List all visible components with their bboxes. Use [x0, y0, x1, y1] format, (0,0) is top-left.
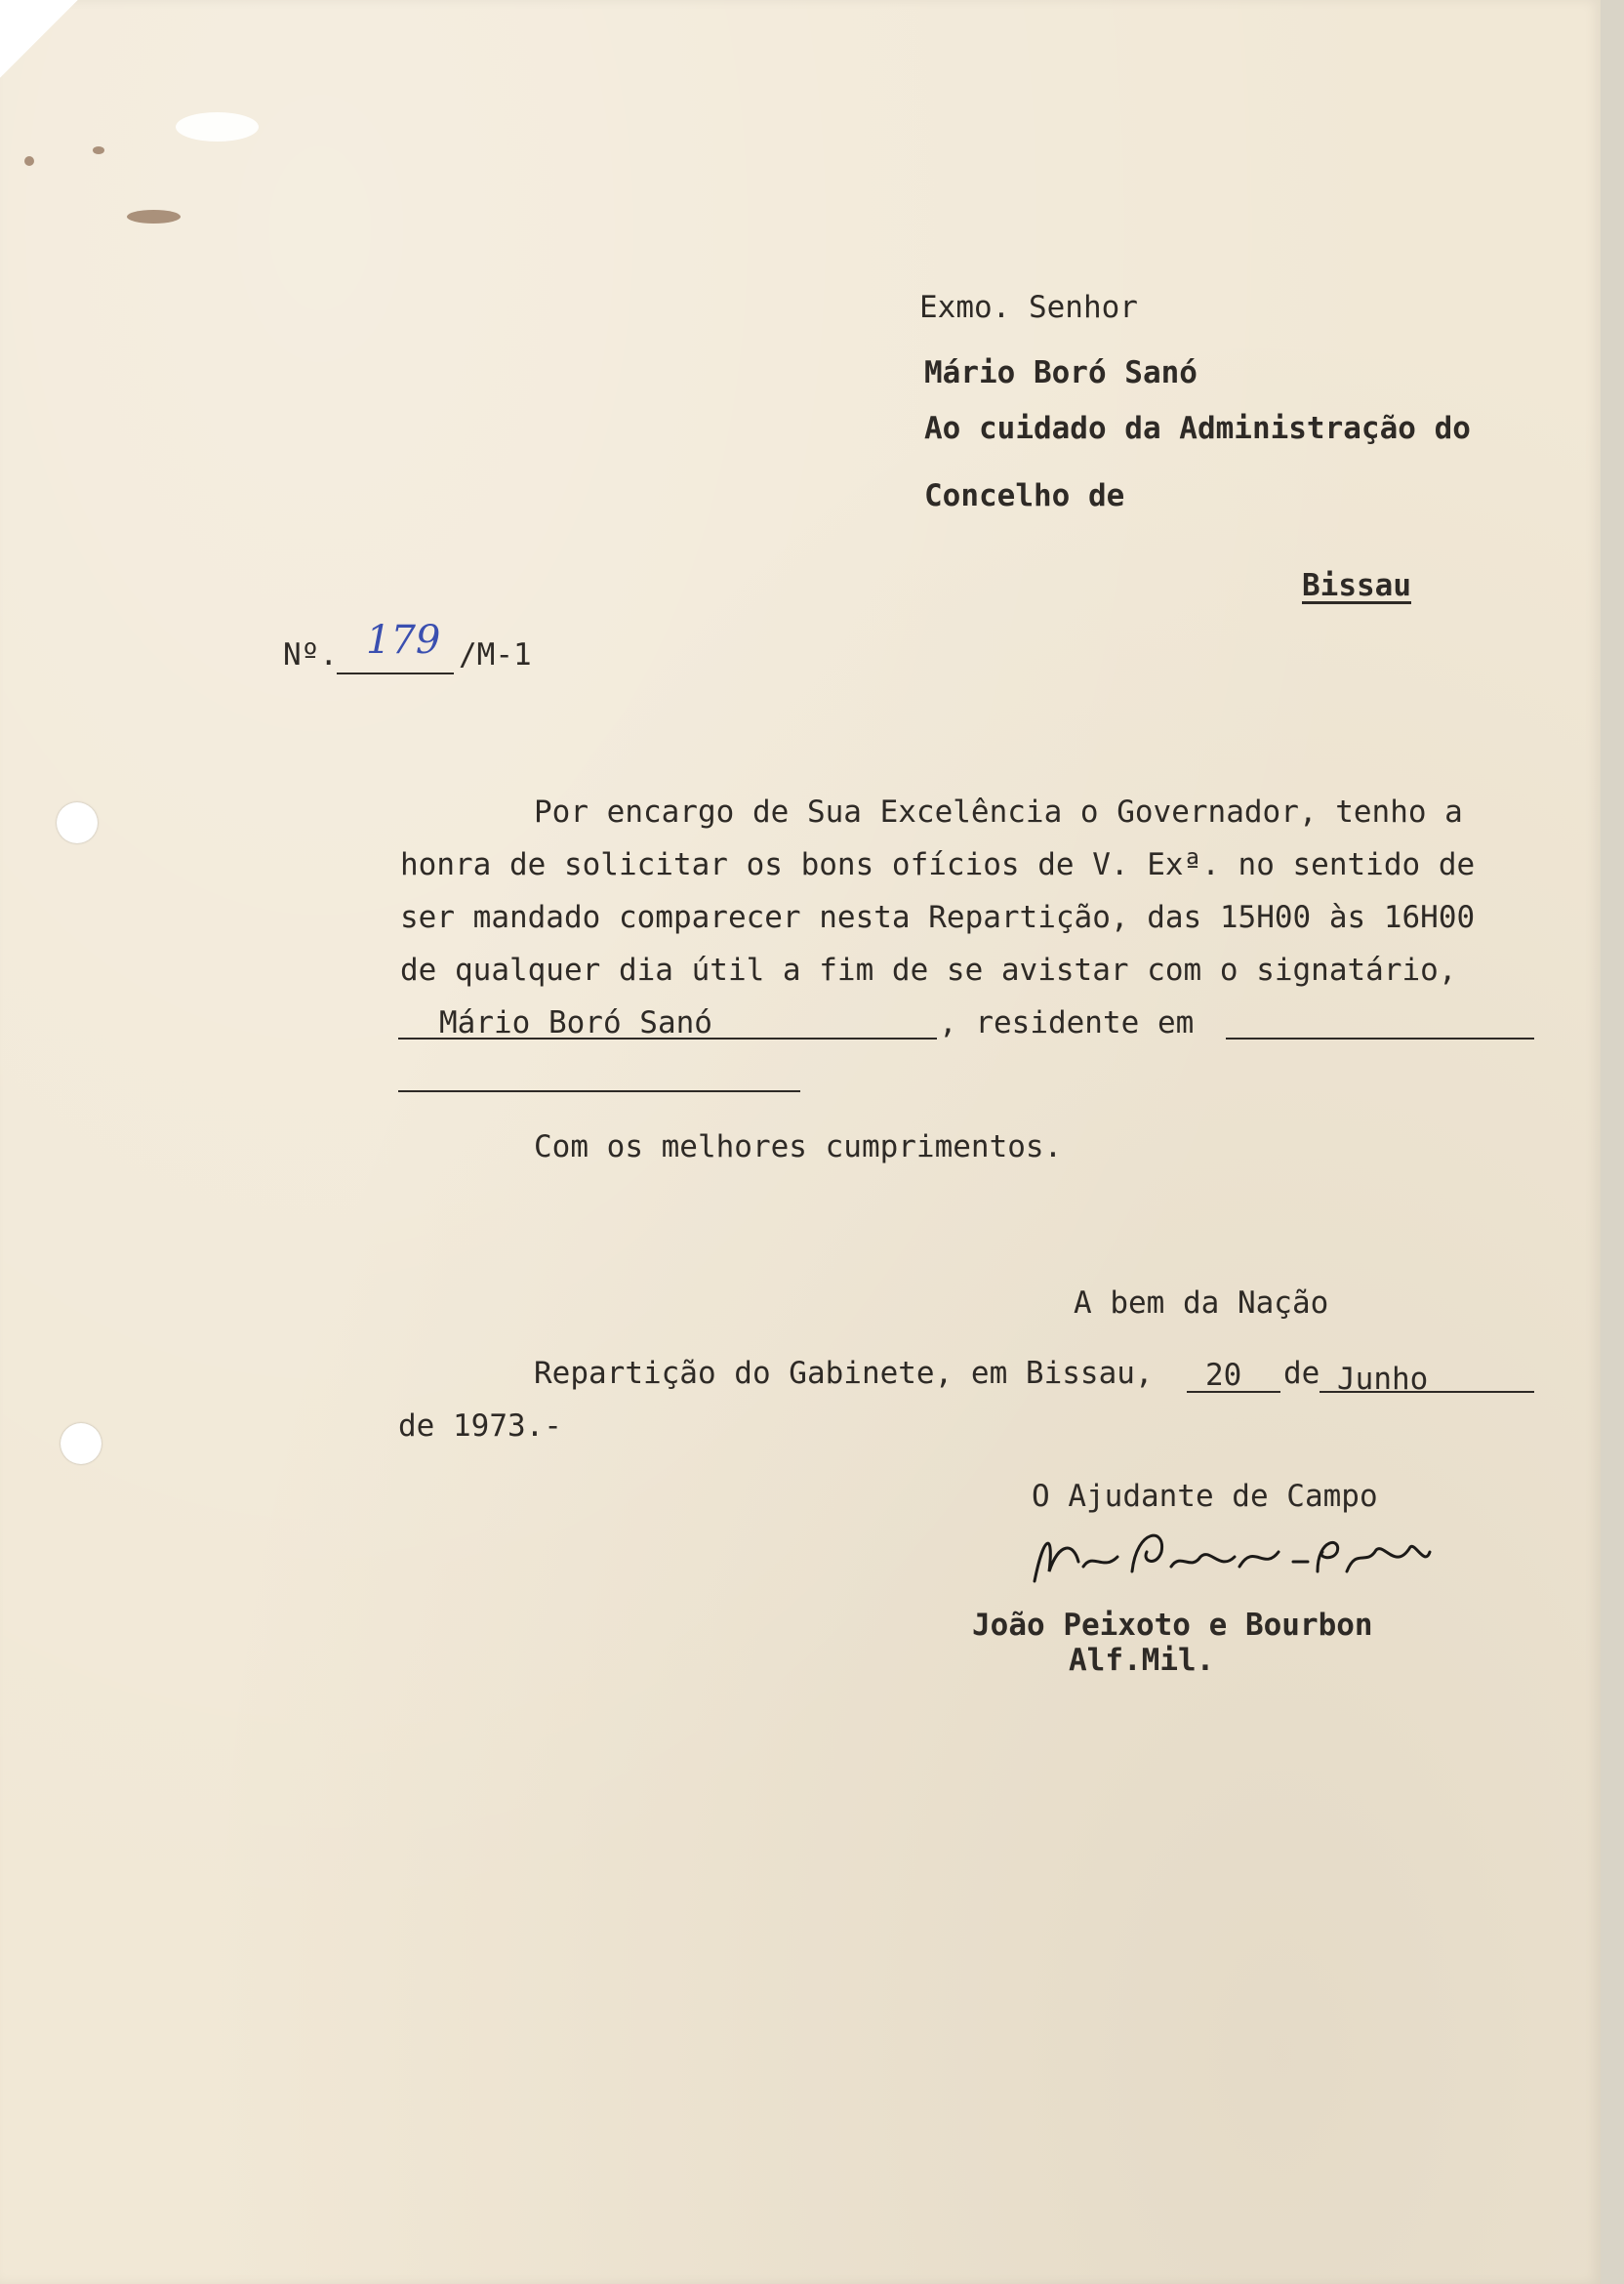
- stain-mark: [93, 146, 104, 154]
- body-closing: Com os melhores cumprimentos.: [534, 1129, 1063, 1164]
- punch-hole-lower: [61, 1423, 102, 1464]
- recipient-line1: Ao cuidado da Administração do: [924, 411, 1471, 446]
- reference-number-line: [337, 673, 454, 674]
- punch-hole-upper: [57, 802, 98, 843]
- reference-number: 179: [366, 618, 441, 663]
- signatory-rank: Alf.Mil.: [1069, 1643, 1215, 1678]
- reference-prefix: Nº.: [283, 637, 338, 673]
- signatory-name-filled: Mário Boró Sanó: [439, 1005, 712, 1040]
- stain-mark: [176, 112, 259, 142]
- handwritten-signature: [1025, 1513, 1435, 1601]
- recipient-line2: Concelho de: [924, 478, 1125, 513]
- motto: A bem da Nação: [1074, 1285, 1329, 1321]
- residence-fill-line-2: [398, 1090, 800, 1092]
- date-month: Junho: [1337, 1362, 1429, 1397]
- signatory-name: João Peixoto e Bourbon: [972, 1608, 1373, 1643]
- date-month-prefix: de: [1283, 1356, 1320, 1391]
- date-day-line: [1187, 1391, 1280, 1393]
- recipient-salutation: Exmo. Senhor: [919, 290, 1138, 325]
- residence-fill-line: [1226, 1038, 1534, 1040]
- stain-mark: [24, 156, 34, 166]
- place-date-prefix: Repartição do Gabinete, em Bissau,: [534, 1356, 1154, 1391]
- recipient-city: Bissau: [1302, 568, 1411, 603]
- recipient-name: Mário Boró Sanó: [924, 355, 1198, 390]
- name-fill-line: [398, 1038, 937, 1040]
- body-line-3: ser mandado comparecer nesta Repartição, das 15H00 às 16H00: [400, 900, 1476, 935]
- stain-mark: [127, 210, 181, 224]
- body-line-1: Por encargo de Sua Excelência o Governador, tenho a: [534, 795, 1463, 830]
- signatory-role: O Ajudante de Campo: [1032, 1479, 1378, 1514]
- residence-label: , residente em: [939, 1005, 1195, 1040]
- date-month-line: [1320, 1391, 1534, 1393]
- folded-corner: [0, 0, 78, 78]
- date-year: de 1973.-: [398, 1408, 562, 1444]
- reference-suffix: /M-1: [459, 637, 532, 673]
- date-day: 20: [1205, 1358, 1242, 1393]
- body-line-2: honra de solicitar os bons ofícios de V. Exª. no sentido de: [400, 847, 1476, 882]
- body-line-4: de qualquer dia útil a fim de se avistar com o signatário,: [400, 953, 1457, 988]
